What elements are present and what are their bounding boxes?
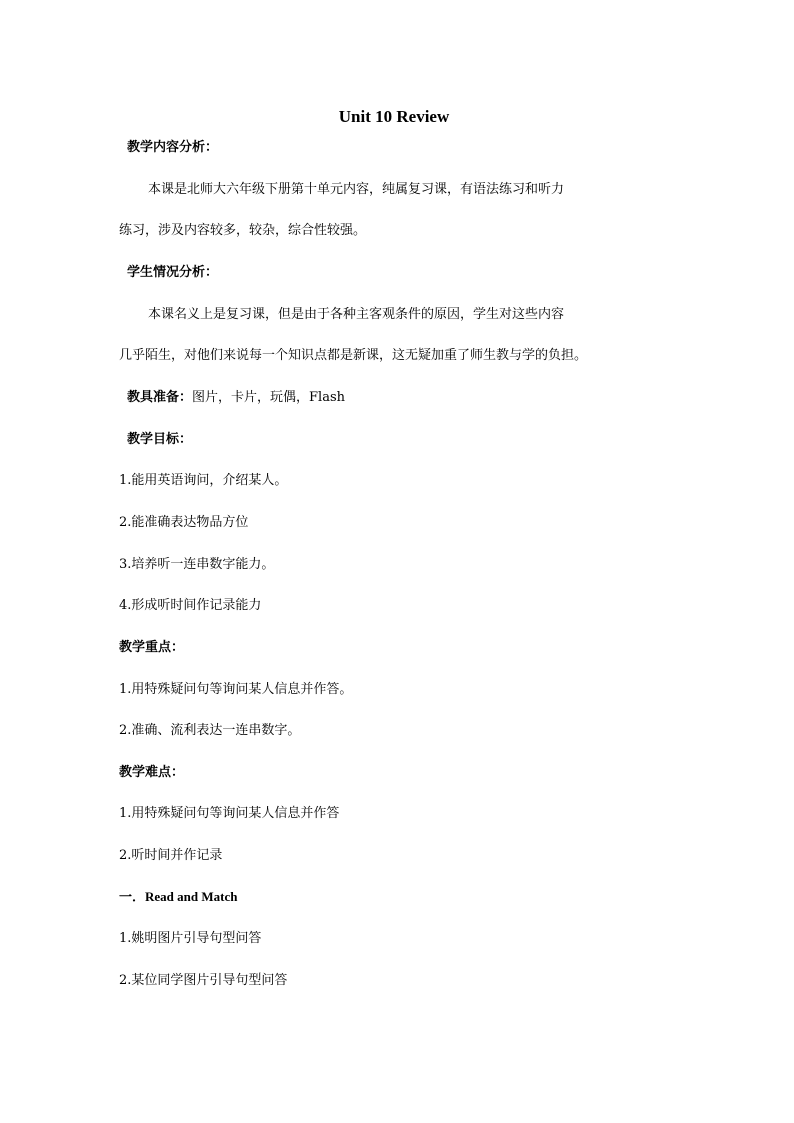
content-analysis-paragraph-line-1: 本课是北师大六年级下册第十单元内容，纯属复习课，有语法练习和听力 bbox=[148, 182, 565, 197]
objective-item: 3.培养听一连串数字能力。 bbox=[119, 557, 275, 572]
student-analysis-paragraph-line-2: 几乎陌生，对他们来说每一个知识点都是新课，这无疑加重了师生教与学的负担。 bbox=[119, 348, 588, 363]
section-one-heading: 一．Read and Match bbox=[119, 889, 238, 904]
content-analysis-heading: 教学内容分析： bbox=[127, 140, 219, 155]
key-points-heading: 教学重点： bbox=[119, 640, 185, 655]
section-one-item: 2.某位同学图片引导句型问答 bbox=[119, 973, 288, 988]
objective-item: 4.形成听时间作记录能力 bbox=[119, 598, 262, 613]
teaching-aids-value: 图片，卡片，玩偶，Flash bbox=[192, 390, 345, 405]
difficulty-item: 1.用特殊疑问句等询问某人信息并作答 bbox=[119, 806, 340, 821]
document-title: Unit 10 Review bbox=[338, 107, 450, 126]
teaching-aids-line bbox=[127, 389, 345, 407]
objective-item: 2.能准确表达物品方位 bbox=[119, 515, 249, 530]
key-point-item: 1.用特殊疑问句等询问某人信息并作答。 bbox=[119, 682, 353, 697]
difficulties-heading: 教学难点： bbox=[119, 765, 185, 780]
teaching-aids-label: 教具准备： bbox=[127, 390, 193, 405]
student-analysis-paragraph-line-1: 本课名义上是复习课，但是由于各种主客观条件的原因，学生对这些内容 bbox=[148, 307, 565, 322]
content-analysis-paragraph-line-2: 练习，涉及内容较多，较杂，综合性较强。 bbox=[119, 223, 367, 238]
objective-item: 1.能用英语询问，介绍某人。 bbox=[119, 473, 288, 488]
key-point-item: 2.准确、流利表达一连串数字。 bbox=[119, 723, 301, 738]
section-one-item: 1.姚明图片引导句型问答 bbox=[119, 931, 262, 946]
difficulty-item: 2.听时间并作记录 bbox=[119, 848, 223, 863]
objectives-heading: 教学目标： bbox=[127, 432, 193, 447]
student-analysis-heading: 学生情况分析： bbox=[127, 265, 219, 280]
